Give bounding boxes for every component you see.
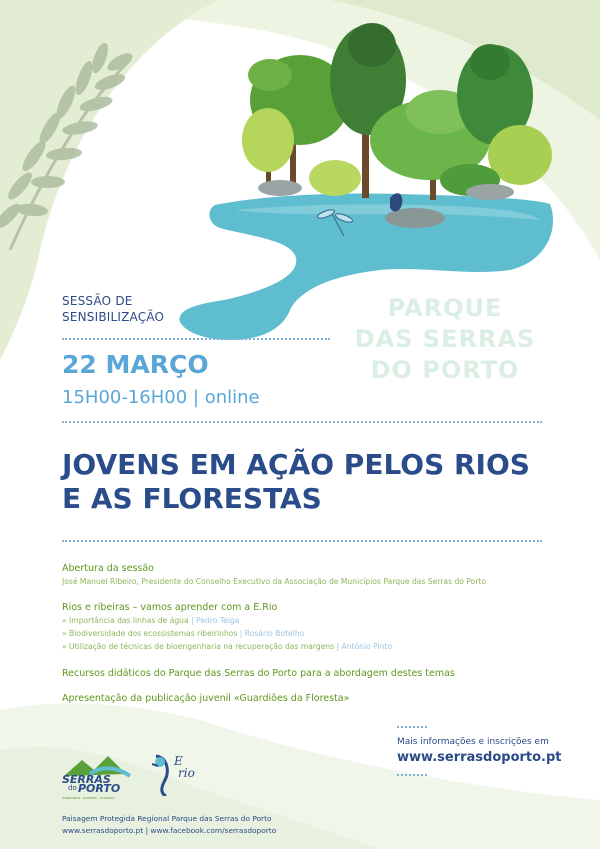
info-dots-top: [397, 726, 427, 728]
divider-top: [62, 338, 330, 340]
rivers-item-sep: |: [334, 642, 342, 651]
opening-speaker: José Manuel Ribeiro, Presidente do Conselho Executivo da Associação de Municípios Parque das Serras do Porto: [62, 577, 487, 586]
watermark-line-3: DO PORTO: [370, 356, 520, 384]
session-type-line-2: SENSIBILIZAÇÃO: [62, 310, 165, 324]
rivers-title: Rios e ribeiras – vamos aprender com a E.Rio: [62, 602, 278, 613]
footer-links[interactable]: www.serrasdoporto.pt | www.facebook.com/serrasdoporto: [62, 826, 277, 835]
footer-line-1: Paisagem Protegida Regional Parque das Serras do Porto: [62, 814, 272, 823]
rivers-item-sep: |: [188, 616, 197, 625]
erio-logo-letter: E: [174, 754, 183, 768]
event-title: [62, 448, 562, 516]
erio-logo-word: rio: [178, 766, 195, 780]
rivers-item-speaker: Pedro Teiga: [196, 616, 240, 625]
event-title-line-2: E AS FLORESTAS: [62, 482, 322, 515]
session-type: [62, 293, 164, 325]
rivers-item-topic: » Utilização de técnicas de bioengenharia na recuperação das margens: [62, 642, 335, 651]
serras-logo-word-1: SERRAS: [62, 773, 111, 786]
program-rivers: [62, 601, 542, 653]
opening-title: Abertura da sessão: [62, 563, 154, 574]
rivers-item-topic: » Biodiversidade dos ecossistemas ribeirinhos: [62, 629, 238, 638]
serras-logo-word-2: do: [68, 784, 77, 792]
erio-logo: [148, 752, 204, 800]
info-url-link[interactable]: www.serrasdoporto.pt: [397, 750, 562, 765]
serras-do-porto-logo: [60, 752, 140, 802]
divider-middle: [62, 421, 542, 423]
program-resources: Recursos didáticos do Parque das Serras do Porto para a abordagem destes temas: [62, 668, 455, 679]
rivers-item-topic: » Importância das linhas de água: [62, 616, 189, 625]
info-dots-bottom: [397, 774, 427, 776]
rivers-item-speaker: Rosário Botelho: [244, 629, 305, 638]
info-text: Mais informações e inscrições em: [397, 737, 549, 747]
watermark-line-2: DAS SERRAS: [354, 325, 536, 353]
rivers-item-speaker: António Pinto: [341, 642, 393, 651]
rivers-item: [62, 627, 542, 640]
program-opening: [62, 562, 542, 588]
event-time: 15H00-16H00 | online: [62, 387, 260, 408]
rivers-item: [62, 614, 542, 627]
serras-logo-word-3: PORTO: [78, 782, 121, 795]
serras-logo-tagline: GONDOMAR · PAREDES · VALONGO: [62, 796, 115, 800]
event-date: 22 MARÇO: [62, 350, 209, 379]
session-type-line-1: SESSÃO DE: [62, 294, 133, 308]
rivers-item: [62, 640, 542, 653]
park-watermark: [340, 293, 550, 386]
program-publication: Apresentação da publicação juvenil «Guardiões da Floresta»: [62, 693, 350, 704]
event-title-line-1: JOVENS EM AÇÃO PELOS RIOS: [62, 448, 530, 481]
rivers-item-sep: |: [237, 629, 245, 638]
divider-bottom: [62, 540, 542, 542]
watermark-line-1: PARQUE: [387, 294, 503, 322]
